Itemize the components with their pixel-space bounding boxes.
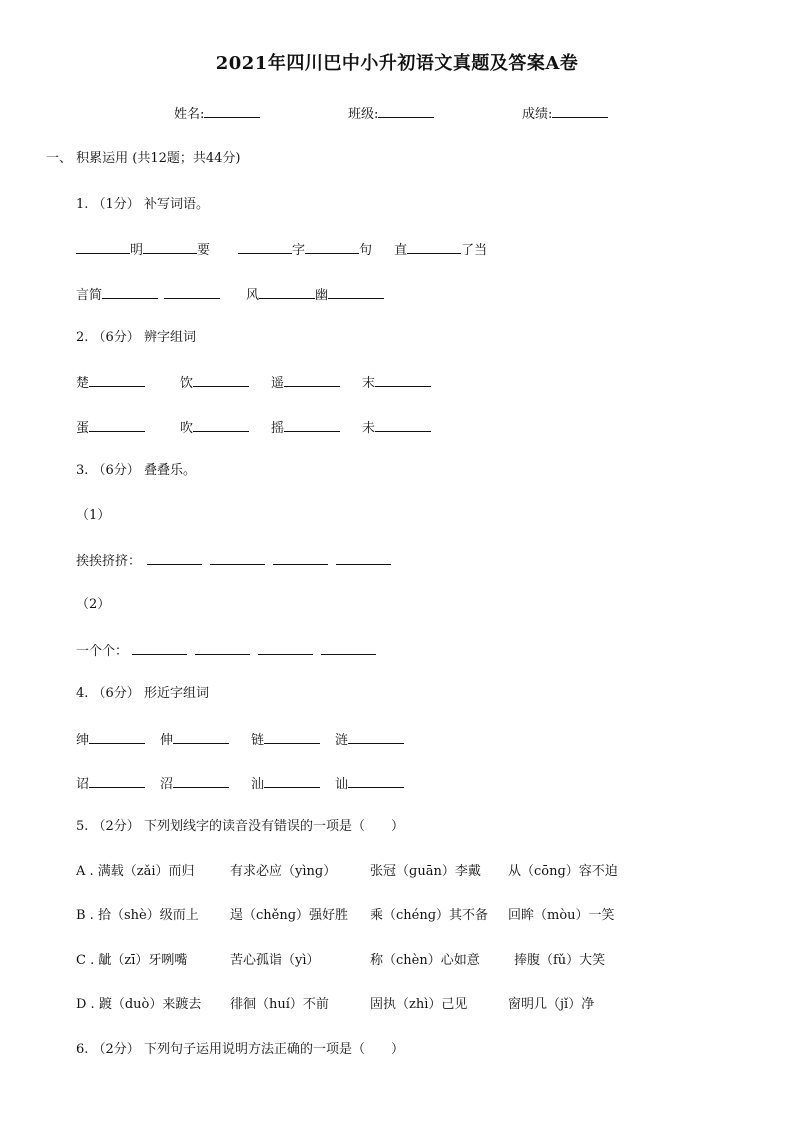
class-field[interactable] bbox=[348, 104, 434, 124]
option-d-part-2: 徘徊（huí）不前 bbox=[230, 997, 329, 1012]
word-item[interactable] bbox=[180, 373, 271, 393]
question-1-label: 1. （1分） 补写词语。 bbox=[76, 197, 209, 212]
char: 未 bbox=[362, 421, 376, 436]
blank[interactable] bbox=[132, 641, 187, 655]
option-c-part-3: 称（chèn）心如意 bbox=[370, 953, 480, 968]
name-field[interactable] bbox=[174, 104, 260, 124]
question-2-label: 2. （6分） 辨字组词 bbox=[76, 330, 196, 345]
option-c-part-2: 苦心孤诣（yì） bbox=[230, 953, 320, 968]
blank[interactable] bbox=[195, 641, 250, 655]
blank[interactable] bbox=[89, 373, 145, 387]
char: 饮 bbox=[180, 376, 194, 391]
char: 幽 bbox=[315, 288, 329, 303]
class-blank[interactable] bbox=[378, 104, 434, 118]
blank[interactable] bbox=[348, 730, 404, 744]
blank[interactable] bbox=[89, 730, 145, 744]
score-blank[interactable] bbox=[552, 104, 608, 118]
char: 明 bbox=[130, 243, 144, 258]
blank[interactable] bbox=[143, 240, 197, 254]
word-item[interactable] bbox=[160, 730, 251, 750]
blank[interactable] bbox=[259, 285, 315, 299]
section-heading: 一、 积累运用 (共12题；共44分) bbox=[46, 151, 241, 166]
char: 了当 bbox=[461, 243, 488, 258]
char: 末 bbox=[362, 376, 376, 391]
line-label: 一个个： bbox=[76, 644, 129, 659]
char: 楚 bbox=[76, 376, 90, 391]
line-label: 挨挨挤挤： bbox=[76, 554, 142, 569]
blank[interactable] bbox=[328, 285, 384, 299]
word-item[interactable] bbox=[362, 373, 431, 393]
word-item[interactable] bbox=[76, 730, 160, 750]
blank[interactable] bbox=[173, 730, 229, 744]
blank[interactable] bbox=[147, 551, 202, 565]
question-2-row-1 bbox=[76, 373, 431, 393]
page-title: 2021年四川巴中小升初语文真题及答案A卷 bbox=[215, 53, 579, 74]
name-blank[interactable] bbox=[204, 104, 260, 118]
word-item[interactable] bbox=[251, 730, 335, 750]
char: 汕 bbox=[251, 777, 265, 792]
blank[interactable] bbox=[258, 641, 313, 655]
word-item[interactable] bbox=[335, 730, 404, 750]
char: 链 bbox=[251, 733, 265, 748]
option-b-part-3: 乘（chénɡ）其不备 bbox=[370, 908, 489, 923]
question-6-label: 6. （2分） 下列句子运用说明方法正确的一项是（ ） bbox=[76, 1042, 404, 1057]
option-a-part-2: 有求必应（yìnɡ） bbox=[230, 864, 337, 879]
option-b-part-1[interactable]: B . 拾（shè）级而上 bbox=[76, 908, 199, 923]
question-4-row-2 bbox=[76, 774, 404, 794]
option-b-part-4: 回眸（mòu）一笑 bbox=[508, 908, 615, 923]
option-c-part-1[interactable]: C . 龇（zī）牙咧嘴 bbox=[76, 953, 188, 968]
char: 绅 bbox=[76, 733, 90, 748]
char: 直 bbox=[394, 243, 408, 258]
fill-item[interactable] bbox=[76, 240, 210, 260]
blank[interactable] bbox=[76, 240, 130, 254]
word-item[interactable] bbox=[362, 418, 431, 438]
option-a-part-1[interactable]: A . 满载（zǎi）而归 bbox=[76, 864, 195, 879]
blank[interactable] bbox=[321, 641, 376, 655]
option-a-part-3: 张冠（ɡuān）李戴 bbox=[370, 864, 481, 879]
option-d-part-4: 窗明几（jǐ）净 bbox=[508, 997, 595, 1012]
question-1-row-2 bbox=[76, 285, 384, 305]
word-item[interactable] bbox=[271, 418, 362, 438]
word-item[interactable] bbox=[76, 373, 180, 393]
blank[interactable] bbox=[89, 418, 145, 432]
blank[interactable] bbox=[193, 418, 249, 432]
name-label: 姓名: bbox=[174, 107, 205, 122]
char: 言简 bbox=[76, 288, 103, 303]
word-item[interactable] bbox=[251, 774, 335, 794]
question-5-label: 5. （2分） 下列划线字的读音没有错误的一项是（ ） bbox=[76, 819, 404, 834]
blank[interactable] bbox=[173, 774, 229, 788]
word-item[interactable] bbox=[271, 373, 362, 393]
score-field[interactable] bbox=[522, 104, 608, 124]
blank[interactable] bbox=[348, 774, 404, 788]
question-3-label: 3. （6分） 叠叠乐。 bbox=[76, 463, 196, 478]
char: 摇 bbox=[271, 421, 285, 436]
char: 字 bbox=[292, 243, 306, 258]
option-d-part-3: 固执（zhì）己见 bbox=[370, 997, 468, 1012]
blank[interactable] bbox=[305, 240, 359, 254]
blank[interactable] bbox=[336, 551, 391, 565]
blank[interactable] bbox=[375, 373, 431, 387]
blank[interactable] bbox=[375, 418, 431, 432]
question-3-line-1 bbox=[76, 551, 391, 571]
char: 吹 bbox=[180, 421, 194, 436]
class-label: 班级: bbox=[348, 107, 379, 122]
blank[interactable] bbox=[164, 285, 220, 299]
blank[interactable] bbox=[102, 285, 158, 299]
question-4-row-1 bbox=[76, 730, 404, 750]
char: 句 bbox=[359, 243, 373, 258]
sub-question-1: （1） bbox=[76, 508, 111, 523]
fill-item[interactable] bbox=[238, 240, 372, 260]
char: 讪 bbox=[335, 777, 349, 792]
question-3-line-2 bbox=[76, 641, 376, 661]
char: 蛋 bbox=[76, 421, 90, 436]
word-item[interactable] bbox=[180, 418, 271, 438]
sub-question-2: （2） bbox=[76, 597, 111, 612]
char: 遥 bbox=[271, 376, 285, 391]
char: 涟 bbox=[335, 733, 349, 748]
word-item[interactable] bbox=[335, 774, 404, 794]
blank[interactable] bbox=[238, 240, 292, 254]
option-c-part-4: 捧腹（fǔ）大笑 bbox=[514, 953, 606, 968]
blank[interactable] bbox=[193, 373, 249, 387]
score-label: 成绩: bbox=[522, 107, 553, 122]
blank[interactable] bbox=[210, 551, 265, 565]
fill-item[interactable] bbox=[246, 285, 384, 305]
question-1-row-1 bbox=[76, 240, 487, 260]
word-item[interactable] bbox=[160, 774, 251, 794]
fill-item[interactable] bbox=[394, 240, 487, 260]
option-d-part-1[interactable]: D . 踱（duò）来踱去 bbox=[76, 997, 202, 1012]
blank[interactable] bbox=[89, 774, 145, 788]
word-item[interactable] bbox=[76, 418, 180, 438]
word-item[interactable] bbox=[76, 774, 160, 794]
question-2-row-2 bbox=[76, 418, 431, 438]
blank[interactable] bbox=[264, 730, 320, 744]
blank[interactable] bbox=[284, 373, 340, 387]
question-4-label: 4. （6分） 形近字组词 bbox=[76, 686, 209, 701]
char: 要 bbox=[197, 243, 211, 258]
blank[interactable] bbox=[407, 240, 461, 254]
blank[interactable] bbox=[284, 418, 340, 432]
blank[interactable] bbox=[264, 774, 320, 788]
fill-item[interactable] bbox=[76, 285, 220, 305]
char: 沼 bbox=[160, 777, 174, 792]
option-a-part-4: 从（cōnɡ）容不迫 bbox=[508, 864, 618, 879]
char: 风 bbox=[246, 288, 260, 303]
char: 诏 bbox=[76, 777, 90, 792]
option-b-part-2: 逞（chěnɡ）强好胜 bbox=[230, 908, 349, 923]
char: 伸 bbox=[160, 733, 174, 748]
blank[interactable] bbox=[273, 551, 328, 565]
